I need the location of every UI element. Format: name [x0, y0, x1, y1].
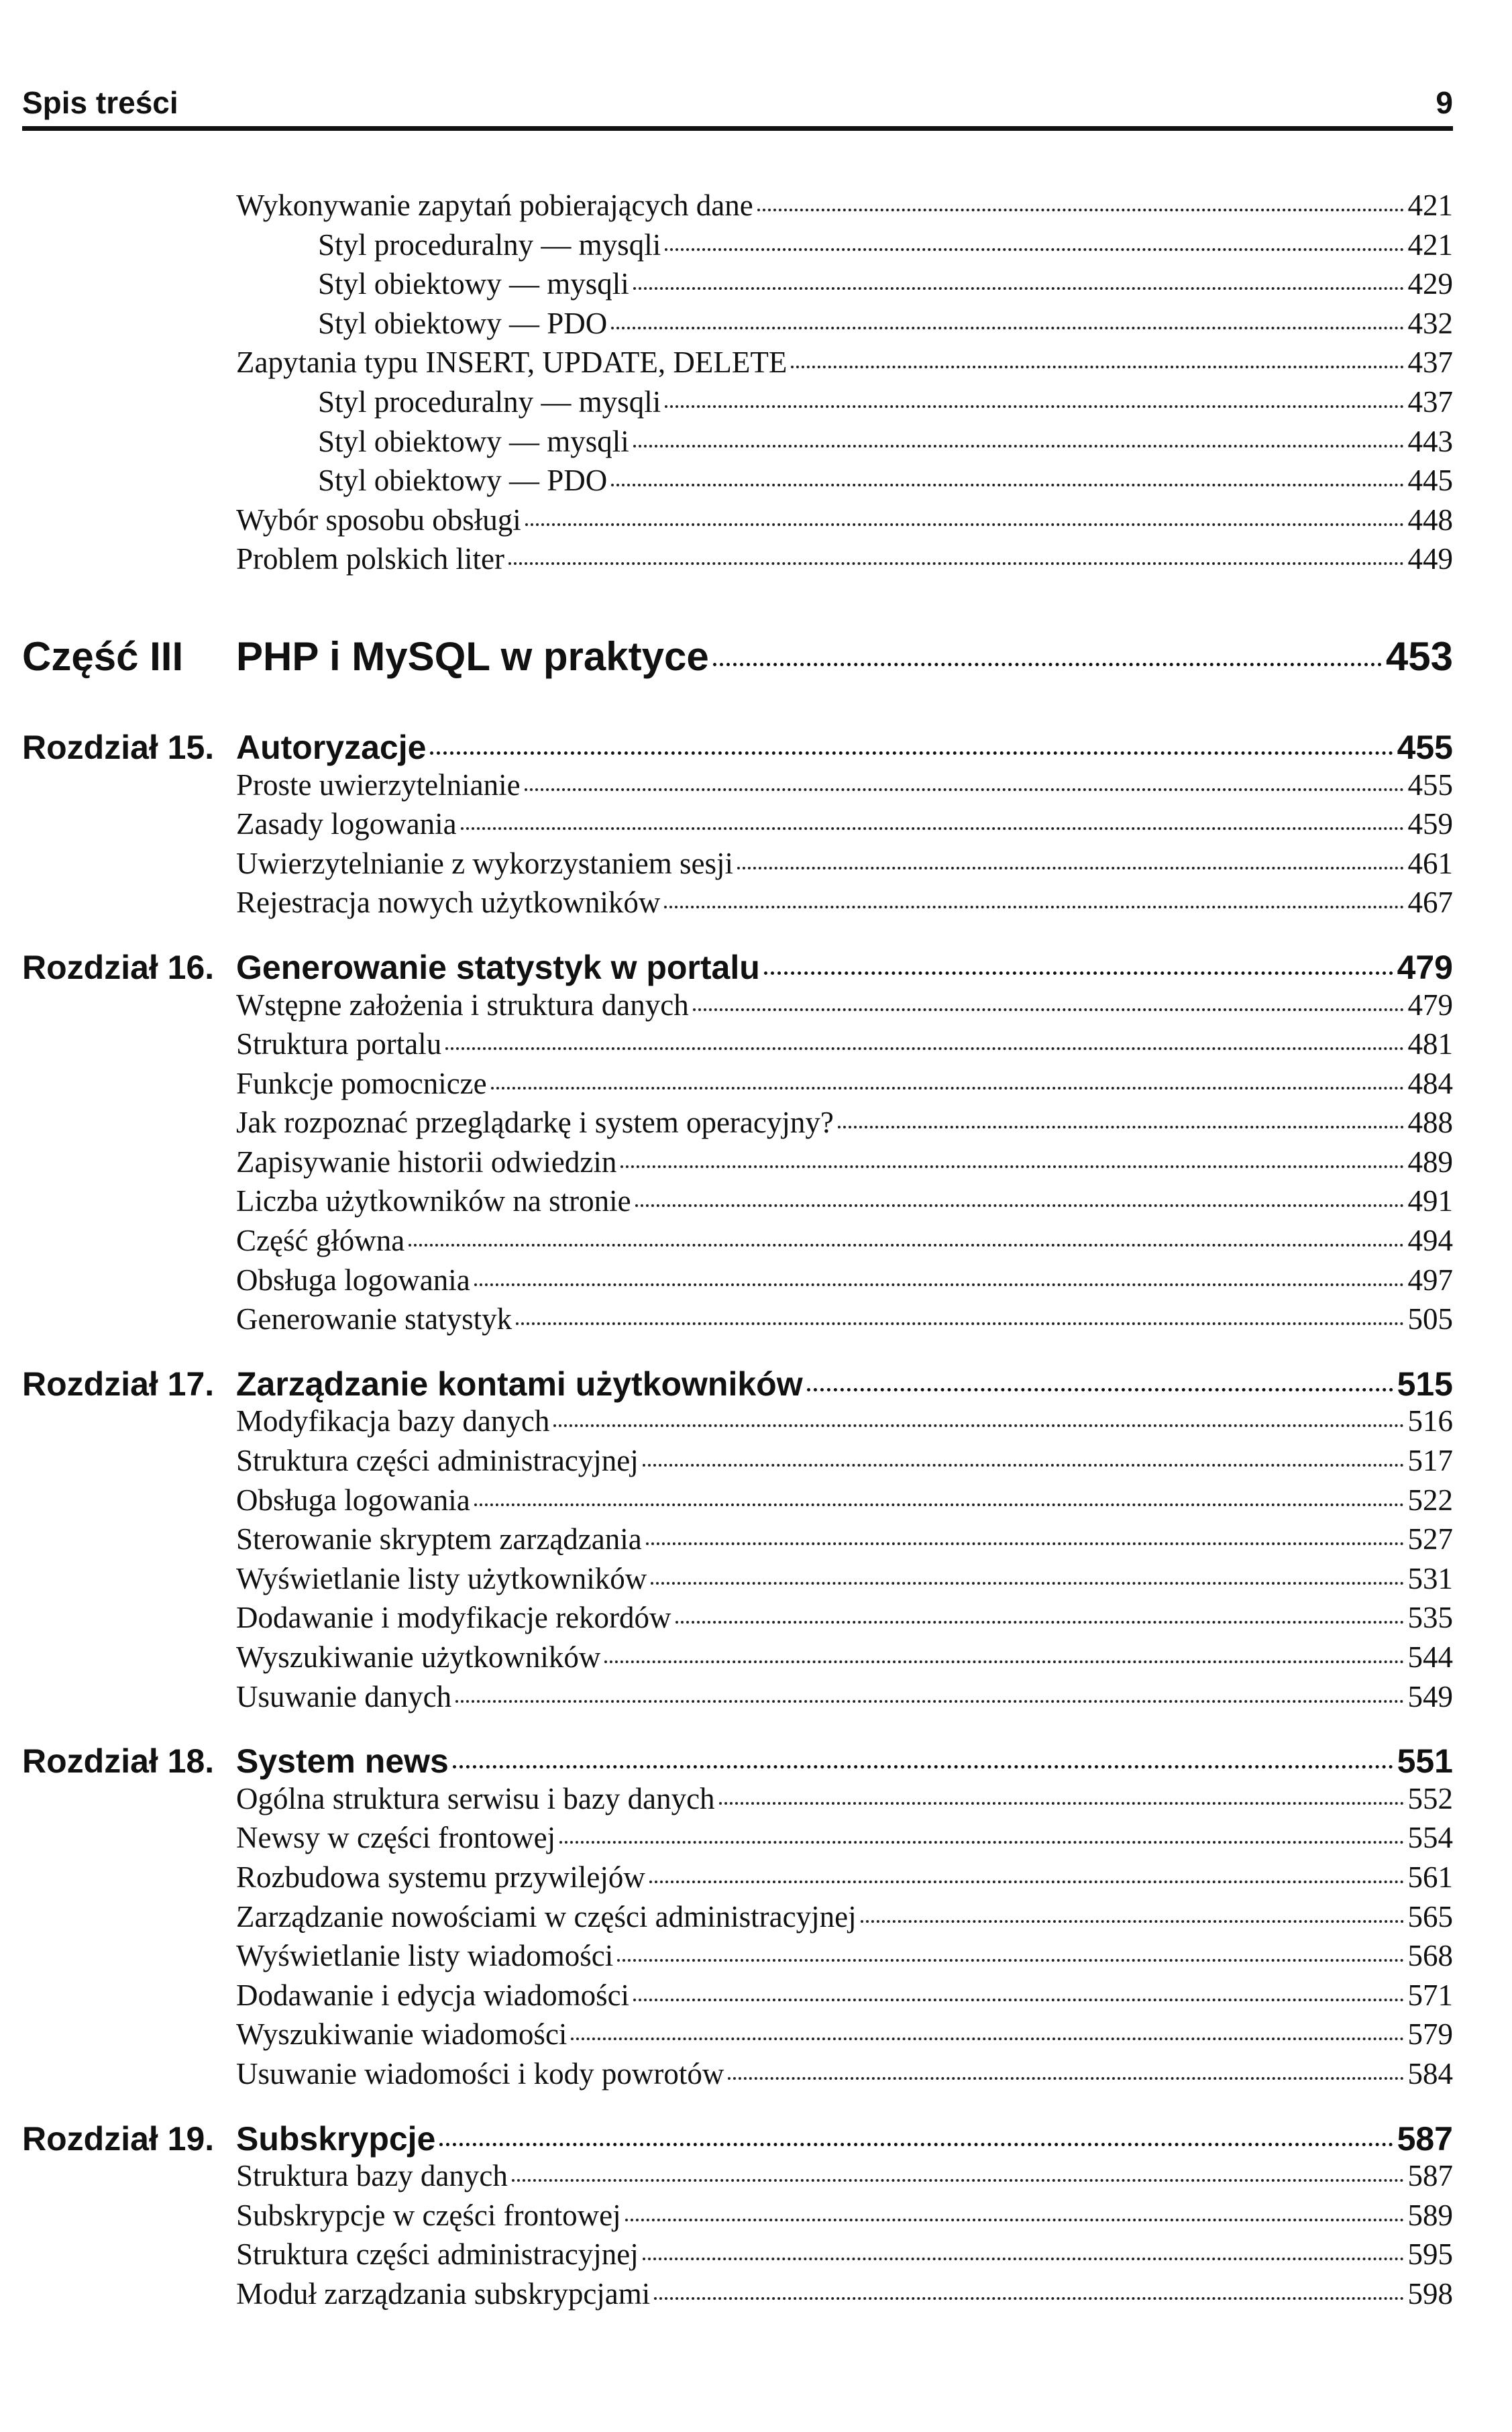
toc-entry	[318, 424, 1453, 464]
entry-title: Styl proceduralny — mysqli	[318, 384, 661, 419]
dot-leader	[646, 1542, 1404, 1545]
entry-title: Zasady logowania	[236, 807, 457, 841]
entry-title: Subskrypcje	[236, 2119, 436, 2158]
entry-title: Styl obiektowy — PDO	[318, 464, 608, 498]
entry-title: Uwierzytelnianie z wykorzystaniem sesji	[236, 846, 734, 880]
toc-entry	[236, 188, 1453, 227]
dot-leader	[571, 2038, 1403, 2040]
running-header	[22, 67, 1453, 131]
toc-entry	[236, 1820, 1453, 1860]
dot-leader	[445, 1047, 1403, 1050]
toc-entry	[236, 1640, 1453, 1679]
entry-title: Wstępne założenia i struktura danych	[236, 988, 689, 1022]
entry-page: 445	[1407, 464, 1453, 498]
dot-leader	[525, 788, 1404, 791]
dot-leader	[713, 663, 1382, 666]
entry-title: Generowanie statystyk	[236, 1302, 512, 1336]
entry-title: Zarządzanie nowościami w części administracyjnej	[236, 1899, 857, 1934]
toc-entry	[236, 1978, 1453, 2017]
entry-page: 484	[1407, 1066, 1453, 1100]
toc-entry	[236, 2276, 1453, 2316]
dot-leader	[643, 1464, 1404, 1467]
entry-page: 587	[1397, 2119, 1453, 2158]
entry-page: 549	[1407, 1679, 1453, 1713]
entry-page: 589	[1407, 2198, 1453, 2232]
dot-leader	[633, 287, 1404, 290]
toc-entry	[236, 1938, 1453, 1978]
dot-leader	[439, 2143, 1393, 2146]
entry-title: Styl obiektowy — mysqli	[318, 267, 629, 301]
dot-leader	[474, 1283, 1404, 1286]
dot-leader	[665, 248, 1403, 251]
entry-title: Ogólna struktura serwisu i bazy danych	[236, 1781, 715, 1815]
table-of-contents	[0, 188, 1512, 2316]
entry-page: 443	[1407, 424, 1453, 458]
entry-title: Zapisywanie historii odwiedzin	[236, 1145, 617, 1179]
entry-title: Wyświetlanie listy użytkowników	[236, 1561, 647, 1595]
toc-entry	[236, 1561, 1453, 1601]
dot-leader	[474, 1503, 1404, 1506]
dot-leader	[633, 1999, 1403, 2001]
entry-page: 429	[1407, 267, 1453, 301]
toc-entry	[236, 1263, 1453, 1302]
entry-title: Newsy w części frontowej	[236, 1821, 556, 1855]
entry-page: 437	[1407, 384, 1453, 419]
dot-leader	[664, 906, 1403, 908]
entry-page: 459	[1407, 807, 1453, 841]
dot-leader	[611, 327, 1403, 329]
toc-entry	[318, 306, 1453, 346]
toc-entry	[236, 1404, 1453, 1443]
entry-title: Część główna	[236, 1224, 405, 1258]
entry-title: PHP i MySQL w praktyce	[236, 633, 709, 679]
entry-title: Autoryzacje	[236, 728, 427, 766]
toc-entry	[236, 1066, 1453, 1106]
dot-leader	[807, 1388, 1393, 1391]
dot-leader	[643, 2258, 1404, 2260]
entry-page: 432	[1407, 306, 1453, 340]
toc-entry	[318, 227, 1453, 267]
entry-title: Problem polskich liter	[236, 542, 504, 576]
toc-entry	[236, 1483, 1453, 1522]
header-title: Spis treści	[22, 85, 178, 120]
toc-entry	[236, 2056, 1453, 2096]
dot-leader	[512, 2179, 1404, 2182]
entry-title: Struktura części administracyjnej	[236, 2237, 639, 2272]
toc-entry	[236, 1183, 1453, 1223]
entry-prefix: Rozdział 18.	[22, 1742, 215, 1781]
toc-entry	[236, 1600, 1453, 1640]
entry-page: 587	[1407, 2159, 1453, 2193]
dot-leader	[625, 2219, 1404, 2221]
dot-leader	[611, 484, 1403, 486]
entry-title: Dodawanie i modyfikacje rekordów	[236, 1601, 671, 1635]
entry-title: Struktura portalu	[236, 1027, 442, 1061]
entry-prefix: Rozdział 19.	[22, 2119, 215, 2158]
entry-title: Zarządzanie kontami użytkowników	[236, 1365, 803, 1403]
dot-leader	[838, 1126, 1404, 1128]
dot-leader	[620, 1165, 1403, 1168]
dot-leader	[757, 209, 1404, 211]
entry-title: Usuwanie wiadomości i kody powrotów	[236, 2056, 724, 2091]
dot-leader	[453, 1765, 1393, 1768]
dot-leader	[764, 971, 1393, 975]
toc-entry	[236, 1860, 1453, 1899]
entry-page: 522	[1407, 1483, 1453, 1517]
entry-title: Moduł zarządzania subskrypcjami	[236, 2276, 651, 2311]
entry-page: 531	[1407, 1561, 1453, 1595]
dot-leader	[516, 1322, 1403, 1325]
entry-page: 517	[1407, 1444, 1453, 1478]
entry-title: Sterowanie skryptem zarządzania	[236, 1522, 642, 1556]
entry-page: 544	[1407, 1640, 1453, 1674]
toc-entry	[318, 463, 1453, 503]
entry-title: Subskrypcje w części frontowej	[236, 2198, 621, 2232]
toc-entry	[318, 384, 1453, 424]
dot-leader	[676, 1621, 1404, 1624]
entry-title: System news	[236, 1742, 449, 1781]
entry-page: 554	[1407, 1821, 1453, 1855]
dot-leader	[559, 1841, 1403, 1844]
entry-title: Wyszukiwanie użytkowników	[236, 1640, 601, 1674]
toc-entry	[236, 1223, 1453, 1263]
entry-page: 453	[1385, 633, 1453, 679]
entry-page: 552	[1407, 1781, 1453, 1815]
entry-title: Obsługa logowania	[236, 1263, 470, 1297]
dot-leader	[491, 1087, 1404, 1090]
chapter-heading	[22, 1365, 1453, 1404]
entry-title: Jak rozpoznać przeglądarkę i system operacyjny?	[236, 1106, 834, 1140]
entry-page: 479	[1407, 988, 1453, 1022]
dot-leader	[654, 2297, 1403, 2300]
entry-title: Styl obiektowy — mysqli	[318, 424, 629, 458]
entry-title: Generowanie statystyk w portalu	[236, 948, 760, 986]
toc-entry	[236, 846, 1453, 886]
toc-entry	[236, 541, 1453, 581]
entry-title: Usuwanie danych	[236, 1679, 452, 1713]
part-heading	[22, 633, 1453, 704]
chapter-heading	[22, 728, 1453, 768]
toc-entry	[236, 2017, 1453, 2056]
entry-title: Funkcje pomocnicze	[236, 1066, 487, 1100]
entry-title: Wykonywanie zapytań pobierających dane	[236, 189, 753, 222]
entry-page: 505	[1407, 1302, 1453, 1336]
entry-page: 488	[1407, 1106, 1453, 1140]
entry-page: 527	[1407, 1522, 1453, 1556]
entry-page: 494	[1407, 1224, 1453, 1258]
entry-title: Wyszukiwanie wiadomości	[236, 2017, 568, 2052]
entry-page: 479	[1397, 948, 1453, 986]
toc-entry	[236, 1302, 1453, 1341]
entry-page: 515	[1397, 1365, 1453, 1403]
toc-entry	[236, 1522, 1453, 1561]
entry-title: Proste uwierzytelnianie	[236, 768, 521, 802]
toc-entry	[236, 1105, 1453, 1145]
dot-leader	[409, 1244, 1403, 1247]
dot-leader	[461, 827, 1404, 830]
toc-entry	[236, 768, 1453, 807]
dot-leader	[791, 366, 1403, 368]
entry-title: Struktura bazy danych	[236, 2159, 508, 2193]
entry-page: 421	[1407, 227, 1453, 262]
entry-page: 437	[1407, 346, 1453, 380]
entry-title: Zapytania typu INSERT, UPDATE, DELETE	[236, 346, 788, 380]
toc-entry	[236, 806, 1453, 846]
dot-leader	[525, 523, 1404, 526]
entry-page: 551	[1397, 1742, 1453, 1781]
dot-leader	[430, 751, 1393, 755]
entry-prefix: Rozdział 15.	[22, 728, 215, 766]
entry-page: 497	[1407, 1263, 1453, 1297]
entry-page: 461	[1407, 846, 1453, 880]
dot-leader	[728, 2077, 1403, 2080]
dot-leader	[455, 1700, 1403, 1703]
entry-page: 516	[1407, 1404, 1453, 1438]
toc-entry	[236, 1443, 1453, 1483]
toc-entry	[318, 266, 1453, 306]
entry-title: Styl obiektowy — PDO	[318, 306, 608, 340]
entry-title: Wyświetlanie listy wiadomości	[236, 1939, 614, 1973]
dot-leader	[861, 1920, 1404, 1923]
dot-leader	[737, 867, 1403, 869]
chapter-heading	[22, 2119, 1453, 2159]
entry-page: 579	[1407, 2017, 1453, 2052]
chapter-heading	[22, 1742, 1453, 1781]
entry-title: Obsługa logowania	[236, 1483, 470, 1517]
entry-title: Rejestracja nowych użytkowników	[236, 886, 661, 920]
toc-entry	[236, 503, 1453, 542]
toc-entry	[236, 345, 1453, 384]
entry-page: 598	[1407, 2276, 1453, 2311]
entry-page: 584	[1407, 2056, 1453, 2091]
entry-page: 571	[1407, 1978, 1453, 2012]
entry-page: 565	[1407, 1899, 1453, 1934]
toc-entry	[236, 2237, 1453, 2276]
entry-page: 448	[1407, 503, 1453, 537]
dot-leader	[649, 1881, 1404, 1883]
dot-leader	[665, 405, 1403, 408]
dot-leader	[633, 445, 1404, 447]
entry-page: 491	[1407, 1184, 1453, 1218]
chapter-heading	[22, 948, 1453, 988]
dot-leader	[719, 1802, 1404, 1805]
toc-entry	[236, 1781, 1453, 1821]
entry-page: 455	[1407, 768, 1453, 802]
dot-leader	[604, 1660, 1403, 1663]
toc-entry	[236, 988, 1453, 1027]
entry-page: 455	[1397, 728, 1453, 766]
entry-prefix: Część III	[22, 633, 184, 679]
dot-leader	[651, 1582, 1403, 1585]
entry-page: 489	[1407, 1145, 1453, 1179]
entry-title: Dodawanie i edycja wiadomości	[236, 1978, 630, 2012]
toc-entry	[236, 1145, 1453, 1184]
entry-page: 561	[1407, 1860, 1453, 1894]
dot-leader	[617, 1959, 1403, 1962]
entry-prefix: Rozdział 16.	[22, 948, 215, 986]
entry-page: 467	[1407, 886, 1453, 920]
entry-title: Liczba użytkowników na stronie	[236, 1184, 631, 1218]
page-number: 9	[1436, 85, 1453, 120]
entry-title: Struktura części administracyjnej	[236, 1444, 639, 1478]
entry-title: Modyfikacja bazy danych	[236, 1404, 550, 1438]
toc-entry	[236, 1899, 1453, 1939]
entry-page: 568	[1407, 1939, 1453, 1973]
dot-leader	[508, 562, 1404, 565]
dot-leader	[553, 1424, 1403, 1427]
entry-page: 449	[1407, 542, 1453, 576]
toc-entry	[236, 1679, 1453, 1719]
toc-entry	[236, 2198, 1453, 2237]
toc-entry	[236, 1026, 1453, 1066]
entry-prefix: Rozdział 17.	[22, 1365, 215, 1403]
toc-entry	[236, 2158, 1453, 2198]
dot-leader	[635, 1204, 1404, 1207]
entry-title: Wybór sposobu obsługi	[236, 503, 521, 537]
dot-leader	[693, 1008, 1404, 1011]
entry-page: 595	[1407, 2237, 1453, 2272]
entry-page: 535	[1407, 1601, 1453, 1635]
toc-entry	[236, 885, 1453, 924]
entry-page: 421	[1407, 189, 1453, 222]
entry-title: Styl proceduralny — mysqli	[318, 227, 661, 262]
entry-title: Rozbudowa systemu przywilejów	[236, 1860, 645, 1894]
entry-page: 481	[1407, 1027, 1453, 1061]
